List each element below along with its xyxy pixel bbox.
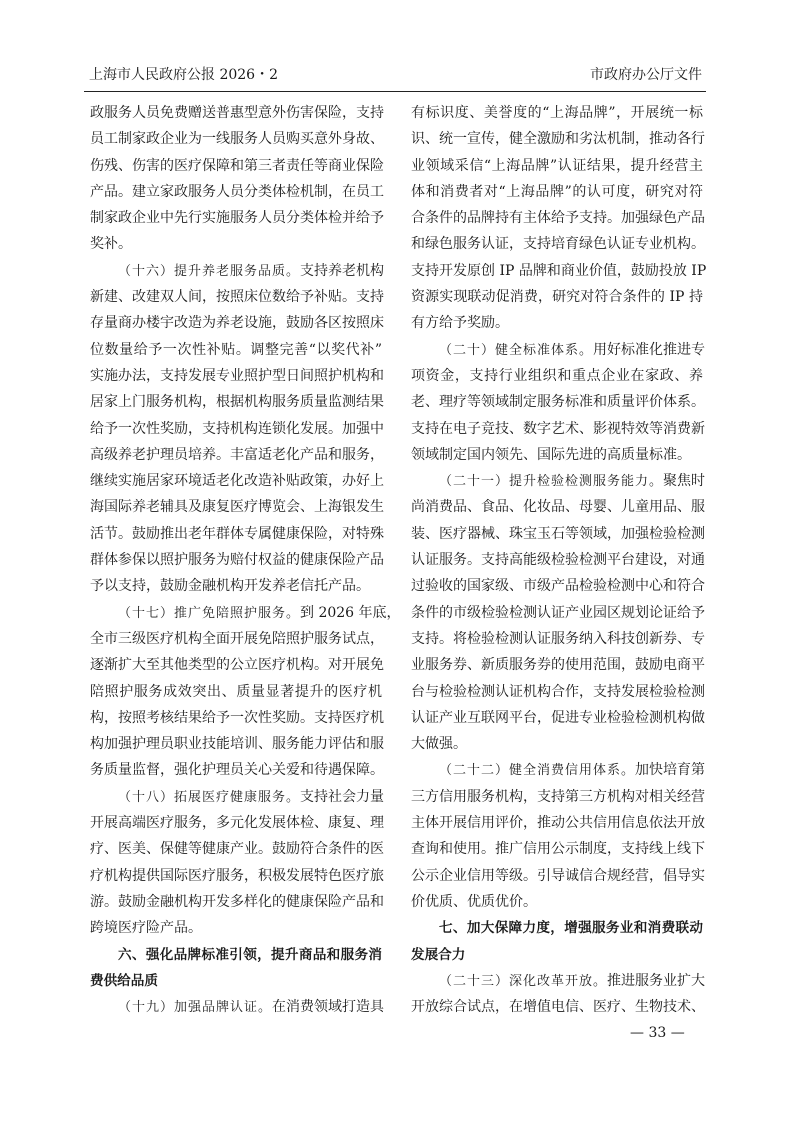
line-text: 奖补。 bbox=[90, 236, 132, 253]
text-line bbox=[90, 494, 382, 520]
line-text: 海国际养老辅具及康复医疗博览会、上海银发生 bbox=[90, 499, 384, 516]
line-text: 新建、改建双人间，按照床位数给予补贴。支持 bbox=[90, 289, 384, 306]
text-line bbox=[411, 468, 706, 494]
item-heading: （二十三）深化改革开放。 bbox=[439, 973, 608, 989]
text-line bbox=[90, 363, 382, 389]
line-text: 加快培育第 bbox=[635, 762, 706, 779]
line-text: 务质量监督，强化护理员关心关爱和待遇保障。 bbox=[90, 762, 384, 779]
text-line bbox=[411, 126, 703, 152]
line-text: 条件的市级检验检测认证产业园区规划论证给予 bbox=[411, 604, 705, 621]
line-text: 体和消费者对“上海品牌”的认可度，研究对符 bbox=[411, 183, 703, 200]
text-line bbox=[411, 100, 703, 126]
line-text: 有方给予奖励。 bbox=[411, 315, 509, 332]
line-text: 居家上门服务机构，根据机构服务质量监测结果 bbox=[90, 394, 384, 411]
line-text: 三方信用服务机构，支持第三方机构对相关经营 bbox=[411, 788, 705, 805]
text-line bbox=[90, 810, 382, 836]
text-line bbox=[411, 494, 703, 520]
text-line bbox=[90, 153, 382, 179]
item-heading: （二十）健全标准体系。 bbox=[439, 342, 594, 358]
line-text: 群体参保以照护服务为赔付权益的健康保险产品 bbox=[90, 552, 384, 569]
section-heading-line bbox=[411, 915, 703, 941]
text-line bbox=[90, 231, 382, 257]
line-text: 认证产业互联网平台，促进专业检验检测机构做 bbox=[411, 709, 705, 726]
line-text: 逐渐扩大至其他类型的公立医疗机构。对开展免 bbox=[90, 657, 384, 674]
line-text: 陪照护服务成效突出、质量显著提升的医疗机 bbox=[90, 683, 382, 700]
line-text: 发展合力 bbox=[411, 946, 466, 963]
text-line bbox=[411, 810, 703, 836]
line-text: 开放综合试点，在增值电信、医疗、生物技术、 bbox=[411, 999, 705, 1016]
line-text: 支持开发原创 IP 品牌和商业价值，鼓励投放 IP bbox=[411, 262, 707, 279]
line-text: 装、医疗器械、珠宝玉石等领域，加强检验检测 bbox=[411, 525, 705, 542]
text-line bbox=[411, 994, 703, 1020]
line-text: 六、强化品牌标准引领，提升商品和服务消 bbox=[118, 946, 382, 963]
line-text: 查询和使用。推广信用公示制度，支持线上线下 bbox=[411, 841, 705, 858]
text-line bbox=[90, 626, 382, 652]
line-text: 高级养老护理员培养。丰富适老化产品和服务， bbox=[90, 446, 384, 463]
line-text: 和绿色服务认证，支持培育绿色认证专业机构。 bbox=[411, 236, 705, 253]
text-line bbox=[411, 153, 703, 179]
text-line bbox=[90, 205, 382, 231]
section-title: 市政府办公厅文件 bbox=[590, 67, 702, 83]
line-text: 主体开展信用评价，推动公共信用信息依法开放 bbox=[411, 815, 705, 832]
text-line bbox=[90, 757, 382, 783]
line-text: 支持在电子竞技、数字艺术、影视特效等消费新 bbox=[411, 420, 705, 437]
line-text: 过验收的国家级、市级产品检验检测中心和符合 bbox=[411, 578, 705, 595]
line-text: 伤残、伤害的医疗保障和第三者责任等商业保险 bbox=[90, 157, 384, 174]
text-line bbox=[90, 258, 385, 284]
line-text: 业服务券、新质服务券的使用范围，鼓励电商平 bbox=[411, 657, 705, 674]
line-text: 给予一次性奖励，支持机构连锁化发展。加强中 bbox=[90, 420, 384, 437]
text-line bbox=[90, 836, 382, 862]
line-text: 跨境医疗险产品。 bbox=[90, 920, 202, 937]
text-line bbox=[90, 600, 401, 626]
line-text: 七、加大保障力度，增强服务业和消费联动 bbox=[439, 920, 703, 937]
text-line bbox=[411, 784, 703, 810]
text-line bbox=[411, 968, 706, 994]
text-line bbox=[90, 442, 382, 468]
item-heading: （十六）提升养老服务品质。 bbox=[118, 263, 301, 279]
line-text: 构加强护理员职业技能培训、服务能力评估和服 bbox=[90, 736, 384, 753]
text-line bbox=[90, 416, 382, 442]
text-line bbox=[90, 573, 382, 599]
text-line bbox=[411, 836, 703, 862]
text-line bbox=[411, 389, 703, 415]
line-text: 项资金，支持行业组织和重点企业在家政、养 bbox=[411, 367, 703, 384]
text-line bbox=[90, 915, 382, 941]
line-text: 台与检验检测认证机构合作，支持发展检验检测 bbox=[411, 683, 705, 700]
line-text: 到 2026 年底， bbox=[300, 604, 401, 621]
line-text: 实施办法，支持发展专业照护型日间照护机构和 bbox=[90, 367, 384, 384]
text-line bbox=[90, 889, 382, 915]
text-line bbox=[411, 573, 703, 599]
line-text: 大做强。 bbox=[411, 736, 467, 753]
line-text: 全市三级医疗机构全面开展免陪照护服务试点， bbox=[90, 630, 384, 647]
line-text: 位数量给予一次性补贴。调整完善“以奖代补” bbox=[90, 341, 382, 358]
text-line bbox=[90, 337, 382, 363]
text-line bbox=[90, 679, 382, 705]
text-line bbox=[90, 468, 382, 494]
text-line bbox=[90, 100, 382, 126]
right-column bbox=[411, 100, 707, 1020]
line-text: 合条件的品牌持有主体给予支持。加强绿色产品 bbox=[411, 210, 705, 227]
text-line bbox=[90, 521, 382, 547]
line-text: 予以支持，鼓励金融机构开发养老信托产品。 bbox=[90, 578, 370, 595]
line-text: 员工制家政企业为一线服务人员购买意外身故、 bbox=[90, 131, 384, 148]
text-line bbox=[411, 889, 703, 915]
text-line bbox=[411, 205, 703, 231]
text-line bbox=[411, 731, 703, 757]
text-line bbox=[90, 126, 382, 152]
text-line bbox=[90, 731, 382, 757]
line-text: 支持。将检验检测认证服务纳入科技创新券、专 bbox=[411, 630, 705, 647]
text-line bbox=[411, 310, 703, 336]
text-line bbox=[411, 626, 703, 652]
text-line bbox=[90, 705, 382, 731]
text-line bbox=[411, 337, 706, 363]
line-text: 尚消费品、食品、化妆品、母婴、儿童用品、服 bbox=[411, 499, 705, 516]
text-line bbox=[411, 231, 703, 257]
line-text: 领域制定国内领先、国际先进的高质量标准。 bbox=[411, 446, 691, 463]
line-text: 继续实施居家环境适老化改造补贴政策，办好上 bbox=[90, 473, 384, 490]
text-line bbox=[411, 547, 703, 573]
text-line bbox=[411, 416, 703, 442]
text-line bbox=[411, 284, 703, 310]
line-text: 产品。建立家政服务人员分类体检机制，在员工 bbox=[90, 183, 384, 200]
publication-title: 上海市人民政府公报 2026・2 bbox=[89, 67, 278, 83]
line-text: 业领域采信“上海品牌”认证结果，提升经营主 bbox=[411, 157, 703, 174]
text-line bbox=[90, 179, 382, 205]
line-text: 支持社会力量 bbox=[300, 788, 385, 805]
item-heading: （二十二）健全消费信用体系。 bbox=[439, 763, 636, 779]
header-divider bbox=[84, 91, 706, 92]
text-line bbox=[411, 600, 703, 626]
line-text: 费供给品质 bbox=[90, 972, 158, 989]
line-text: 存量商办楼宇改造为养老设施，鼓励各区按照床 bbox=[90, 315, 384, 332]
text-line bbox=[411, 679, 703, 705]
text-line bbox=[411, 442, 703, 468]
line-text: 聚焦时 bbox=[663, 473, 706, 490]
section-heading-line bbox=[411, 942, 703, 968]
text-line bbox=[411, 863, 703, 889]
line-text: 开展高端医疗服务，多元化发展体检、康复、理 bbox=[90, 815, 384, 832]
text-line bbox=[411, 757, 706, 783]
text-line bbox=[90, 784, 385, 810]
text-line bbox=[90, 863, 382, 889]
line-text: 疗机构提供国际医疗服务，积极发展特色医疗旅 bbox=[90, 867, 384, 884]
line-text: 政服务人员免费赠送普惠型意外伤害保险，支持 bbox=[90, 105, 384, 121]
item-heading: （十八）拓展医疗健康服务。 bbox=[118, 789, 301, 805]
line-text: 疗、医美、保健等健康产业。鼓励符合条件的医 bbox=[90, 841, 384, 858]
line-text: 老、理疗等领域制定服务标准和质量评价体系。 bbox=[411, 394, 705, 411]
line-text: 制家政企业中先行实施服务人员分类体检并给予 bbox=[90, 210, 384, 227]
text-line bbox=[90, 547, 382, 573]
line-text: 推进服务业扩大 bbox=[607, 972, 706, 989]
text-line bbox=[411, 179, 703, 205]
line-text: 认证服务。支持高能级检验检测平台建设，对通 bbox=[411, 552, 705, 569]
text-line bbox=[90, 310, 382, 336]
section-heading-line bbox=[90, 942, 382, 968]
item-heading: （十九）加强品牌认证。 bbox=[118, 1000, 273, 1016]
line-text: 有标识度、美誉度的“上海品牌”，开展统一标 bbox=[411, 105, 703, 121]
text-line bbox=[90, 389, 382, 415]
page-number: — 33 — bbox=[630, 1025, 685, 1041]
text-line bbox=[90, 284, 382, 310]
text-line bbox=[411, 258, 707, 284]
text-line bbox=[411, 705, 703, 731]
text-line bbox=[90, 652, 382, 678]
line-text: 支持养老机构 bbox=[300, 262, 385, 279]
section-heading-line bbox=[90, 968, 382, 994]
line-text: 活节。鼓励推出老年群体专属健康保险，对特殊 bbox=[90, 525, 384, 542]
text-line bbox=[411, 521, 703, 547]
text-line bbox=[90, 994, 385, 1020]
item-heading: （二十一）提升检验检测服务能力。 bbox=[439, 474, 664, 490]
line-text: 价优质、优质优价。 bbox=[411, 893, 537, 910]
text-line bbox=[411, 652, 703, 678]
left-column bbox=[90, 100, 401, 1020]
line-text: 公示企业信用等级。引导诚信合规经营，倡导实 bbox=[411, 867, 705, 884]
line-text: 构，按照考核结果给予一次性奖励。支持医疗机 bbox=[90, 709, 384, 726]
line-text: 在消费领域打造具 bbox=[272, 999, 385, 1016]
text-line bbox=[411, 363, 703, 389]
line-text: 游。鼓励金融机构开发多样化的健康保险产品和 bbox=[90, 893, 384, 910]
line-text: 用好标准化推进专 bbox=[593, 341, 706, 358]
line-text: 资源实现联动促消费，研究对符合条件的 IP 持 bbox=[411, 289, 703, 306]
item-heading: （十七）推广免陪照护服务。 bbox=[118, 605, 301, 621]
line-text: 识、统一宣传，健全激励和劣汰机制，推动各行 bbox=[411, 131, 705, 148]
